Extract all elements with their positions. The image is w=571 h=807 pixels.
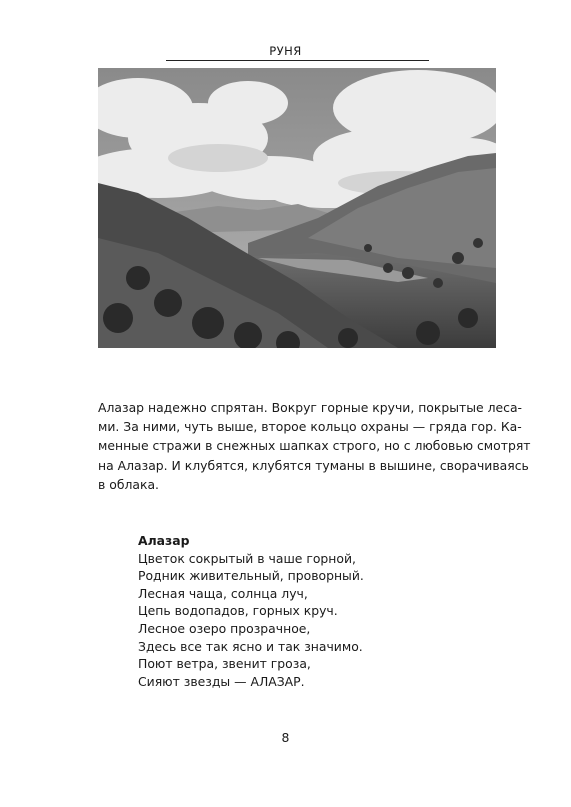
poem-line: Родник живительный, проворный.	[138, 568, 364, 584]
poem-title: Алазар	[138, 533, 190, 548]
poem-line: Сияют звезды — АЛАЗАР.	[138, 673, 305, 689]
page-number: 8	[281, 730, 290, 745]
poem-line: Здесь все так ясно и так значимо.	[138, 638, 363, 654]
poem-line: Лесная чаща, солнца луч,	[138, 585, 308, 601]
header-title: РУНЯ	[269, 44, 302, 58]
paragraph-line: ми. За ними, чуть выше, второе кольцо охраны — гряда гор. Ка-	[98, 419, 522, 435]
paragraph-line: на Алазар. И клубятся, клубятся туманы в вышине, сворачиваясь	[98, 457, 529, 473]
poem	[138, 532, 364, 690]
poem-line: Цветок сокрытый в чаше горной,	[138, 550, 356, 566]
poem-line: Лесное озеро прозрачное,	[138, 620, 311, 636]
body-paragraph	[98, 398, 531, 494]
poem-line: Поют ветра, звенит гроза,	[138, 656, 311, 672]
poem-line: Цепь водопадов, горных круч.	[138, 603, 338, 619]
paragraph-line: менные стражи в снежных шапках строго, но с любовью смотрят	[98, 438, 531, 454]
paragraph-line: Алазар надежно спрятан. Вокруг горные кручи, покрытые леса-	[98, 400, 523, 415]
header-rule	[166, 60, 429, 61]
paragraph-line: в облака.	[98, 476, 159, 492]
mountain-valley-photo	[98, 68, 496, 348]
